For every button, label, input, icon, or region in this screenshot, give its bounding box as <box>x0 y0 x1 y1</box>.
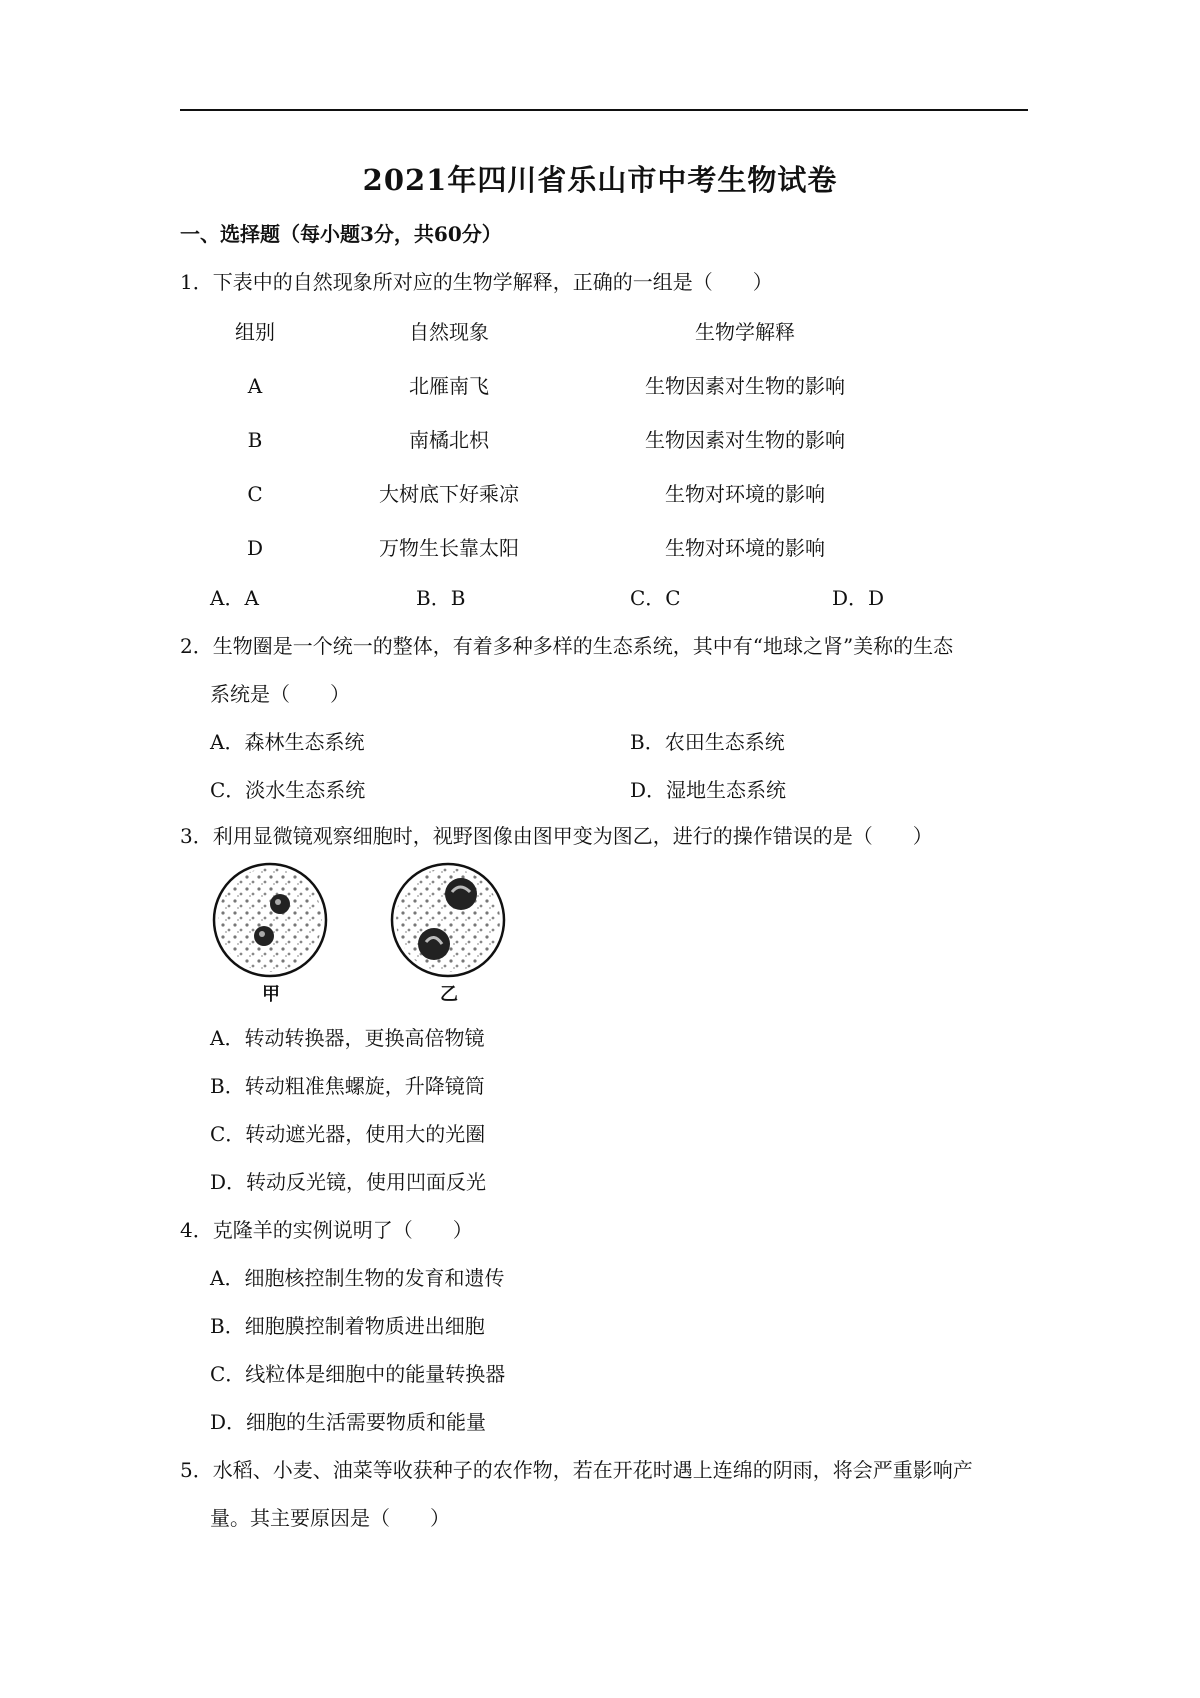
table-cell: 大树底下好乘凉 <box>379 482 519 506</box>
section-heading: 一、选择题（每小题3分，共60分） <box>180 222 502 246</box>
q2-stem: 2．生物圈是一个统一的整体，有着多种多样的生态系统，其中有“地球之肾”美称的生态 <box>180 634 954 658</box>
table-header: 自然现象 <box>409 320 489 344</box>
table-cell: B <box>247 428 263 452</box>
q1-option-c[interactable]: C．C <box>630 586 681 610</box>
microscope-figure <box>208 862 528 1012</box>
table-cell: 生物因素对生物的影响 <box>645 374 845 398</box>
table-cell: C <box>247 482 263 506</box>
q4-option-a[interactable]: A．细胞核控制生物的发育和遗传 <box>210 1266 505 1290</box>
q5-stem: 5．水稻、小麦、油菜等收获种子的农作物，若在开花时遇上连绵的阴雨，将会严重影响产 <box>180 1458 973 1482</box>
q3-option-c[interactable]: C．转动遮光器，使用大的光圈 <box>210 1122 486 1146</box>
cell-nucleus <box>418 928 450 960</box>
microscope-views-svg <box>208 862 528 1012</box>
table-cell: 生物因素对生物的影响 <box>645 428 845 452</box>
table-cell: 生物对环境的影响 <box>665 536 825 560</box>
q1-option-b[interactable]: B．B <box>416 586 466 610</box>
table-header: 组别 <box>235 320 275 344</box>
q2-stem-cont: 系统是（ ） <box>210 682 350 706</box>
figure-label-yi: 乙 <box>440 984 458 1005</box>
q3-option-d[interactable]: D．转动反光镜，使用凹面反光 <box>210 1170 487 1194</box>
q4-option-b[interactable]: B．细胞膜控制着物质进出细胞 <box>210 1314 485 1338</box>
q3-option-b[interactable]: B．转动粗准焦螺旋，升降镜筒 <box>210 1074 485 1098</box>
q4-stem: 4．克隆羊的实例说明了（ ） <box>180 1218 473 1242</box>
figure-label-jia: 甲 <box>262 984 280 1005</box>
q2-option-c[interactable]: C．淡水生态系统 <box>210 778 366 802</box>
header-rule <box>180 109 1028 111</box>
q2-option-a[interactable]: A．森林生态系统 <box>210 730 365 754</box>
q1-option-a[interactable]: A．A <box>210 586 259 610</box>
q4-option-c[interactable]: C．线粒体是细胞中的能量转换器 <box>210 1362 506 1386</box>
table-header: 生物学解释 <box>695 320 795 344</box>
cell-nucleus <box>445 878 477 910</box>
table-cell: 南橘北枳 <box>409 428 489 452</box>
q1-stem: 1．下表中的自然现象所对应的生物学解释，正确的一组是（ ） <box>180 270 773 294</box>
page-title: 2021年四川省乐山市中考生物试卷 <box>362 163 838 197</box>
view-jia <box>214 864 326 976</box>
view-yi <box>392 864 504 976</box>
q2-option-b[interactable]: B．农田生态系统 <box>630 730 785 754</box>
q2-option-d[interactable]: D．湿地生态系统 <box>630 778 787 802</box>
table-cell: A <box>247 374 263 398</box>
table-cell: D <box>246 536 264 560</box>
table-cell: 北雁南飞 <box>409 374 489 398</box>
table-cell: 万物生长靠太阳 <box>379 536 519 560</box>
q3-stem: 3．利用显微镜观察细胞时，视野图像由图甲变为图乙，进行的操作错误的是（ ） <box>180 824 933 848</box>
q5-stem-cont: 量。其主要原因是（ ） <box>210 1506 450 1530</box>
q1-option-d[interactable]: D．D <box>832 586 885 610</box>
q4-option-d[interactable]: D．细胞的生活需要物质和能量 <box>210 1410 487 1434</box>
table-cell: 生物对环境的影响 <box>665 482 825 506</box>
q3-option-a[interactable]: A．转动转换器，更换高倍物镜 <box>210 1026 485 1050</box>
